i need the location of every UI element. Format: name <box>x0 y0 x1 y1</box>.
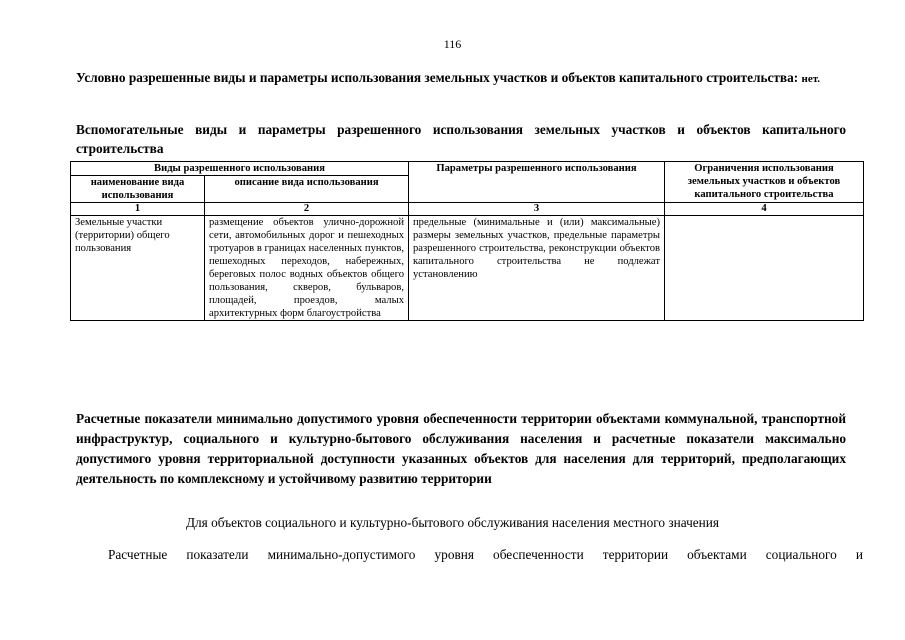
cell-description: размещение объектов улично-дорожной сети, автомобильных дорог и пешеходных тротуаров в границах населенных пунктов, пешеходных переходов, набережных, береговых полос водных объектов общего пользования, скверов, бульваров, площадей, проездов, малых архитектурных форм благоустройства <box>205 216 409 321</box>
conditional-uses-value: нет. <box>801 73 821 85</box>
uses-table <box>70 161 864 321</box>
conditional-uses-heading <box>76 68 846 89</box>
header-params: Параметры разрешенного использования <box>409 162 665 203</box>
page-number: 116 <box>443 37 462 51</box>
column-number: 1 <box>71 203 205 216</box>
column-number: 2 <box>205 203 409 216</box>
cell-params: предельные (минимальные и (или) максимальные) размеры земельных участков, предельные параметры разрешенного строительства, реконструкции объектов капитального строительства не подлежат установлению <box>409 216 665 321</box>
cell-name: Земельные участки (территории) общего пользования <box>71 216 205 321</box>
column-number: 3 <box>409 203 665 216</box>
header-description: описание вида использования <box>205 176 409 203</box>
column-number: 4 <box>665 203 864 216</box>
table-number-row <box>71 203 864 216</box>
header-name: наименование вида использования <box>71 176 205 203</box>
calc-indicators-heading: Расчетные показатели минимально допустимого уровня обеспеченности территории объектами коммунальной, транспортной инфраструктур, социального и культурно-бытового обслуживания населения и расчетные показатели максимально допустимого уровня территориальной доступности указанных объектов для населения для территорий, предполагающих деятельность по комплексному и устойчивому развитию территории <box>76 411 846 486</box>
table-header-row <box>71 162 864 176</box>
header-types: Виды разрешенного использования <box>71 162 409 176</box>
body-paragraph: Расчетные показатели минимально-допустимого уровня обеспеченности территории объектами социального и <box>108 547 863 562</box>
social-objects-subheading: Для объектов социального и культурно-бытового обслуживания населения местного значения <box>185 515 720 530</box>
table-row <box>71 216 864 321</box>
header-restrictions: Ограничения использования земельных участков и объектов капитального строительства <box>665 162 864 203</box>
conditional-uses-heading-text: Условно разрешенные виды и параметры использования земельных участков и объектов капитального строительства: <box>76 70 799 85</box>
cell-restrictions <box>665 216 864 321</box>
auxiliary-uses-heading: Вспомогательные виды и параметры разрешенного использования земельных участков и объектов капитального строительства <box>76 122 846 156</box>
